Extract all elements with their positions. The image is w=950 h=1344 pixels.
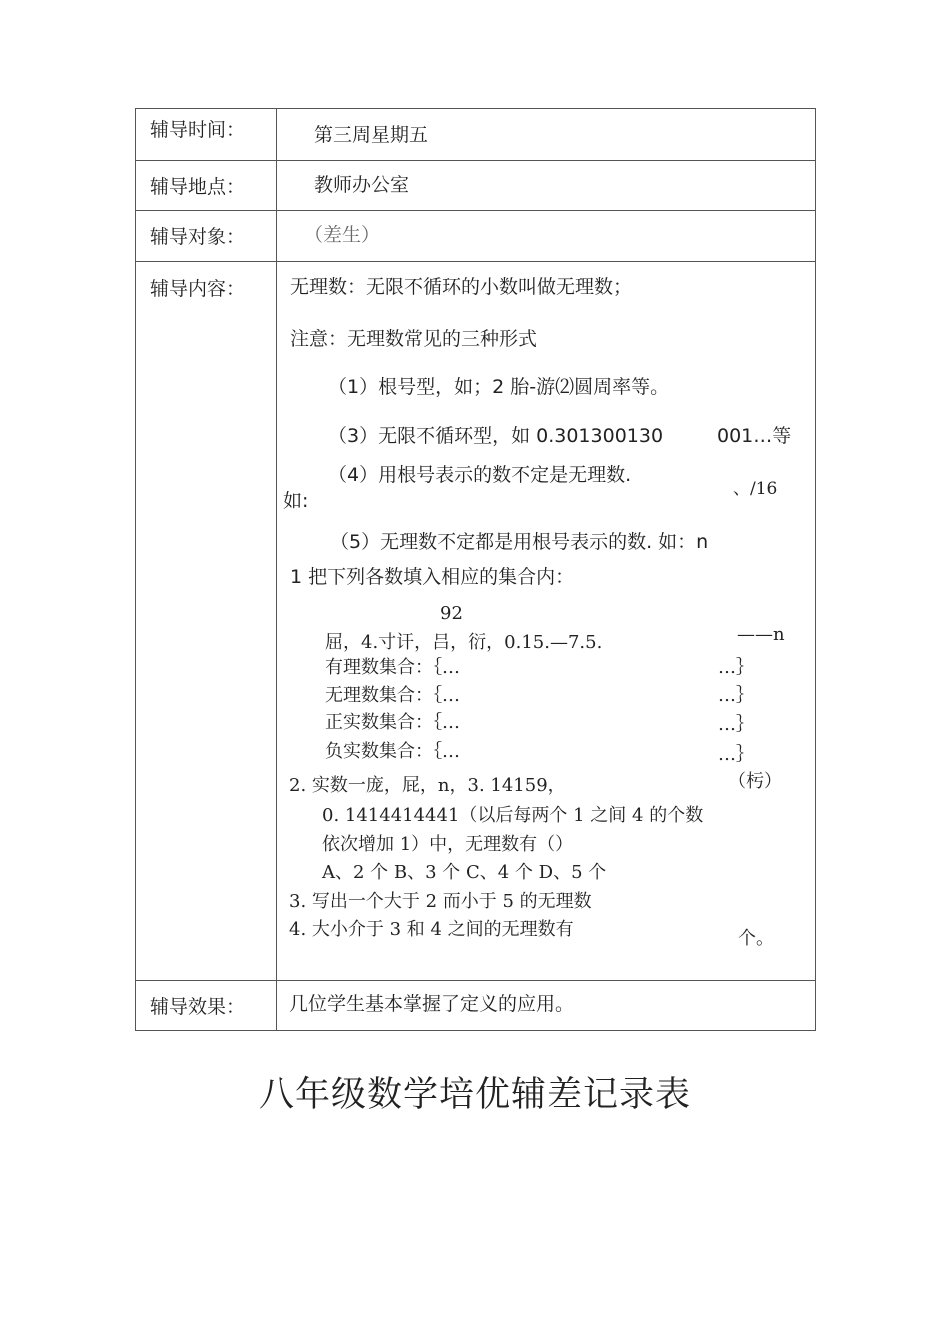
question-4: 4. 大小介于 3 和 4 之间的无理数有 [289,919,574,940]
location-label: 辅导地点： [150,176,246,198]
question-4-end: 个。 [738,928,774,949]
set-irrational: 无理数集合：｛… [325,685,460,706]
content-label: 辅导内容： [150,278,246,300]
target-label: 辅导对象： [150,226,246,248]
set-positive-real: 正实数集合：｛… [325,712,460,733]
question-2: 2. 实数一庞，屁，n，3. 14159， [289,775,566,796]
target-value: （差生） [304,224,381,246]
question-2-options: A、2 个 B、3 个 C、4 个 D、5 个 [322,862,607,883]
page-title: 八年级数学培优辅差记录表 [258,1075,691,1115]
note-heading: 注意：无理数常见的三种形式 [290,328,538,350]
question-2-end: （杇） [728,771,782,792]
row-divider [136,160,815,161]
note-item-4: （4）用根号表示的数不定是无理数. [328,464,632,486]
effect-label: 辅导效果： [150,996,246,1018]
question-1-number: 92 [440,603,463,624]
row-divider [136,210,815,211]
row-divider [136,980,815,981]
note-item-3: （3）无限不循环型，如 0.301300130 [328,425,664,447]
question-1-list: 屈，4.寸讦，吕，衍，0.15.—7.5. [325,632,603,653]
set-rational-end: …｝ [718,657,754,678]
set-positive-real-end: …｝ [718,714,754,735]
location-value: 教师办公室 [314,174,410,196]
note-item-5: （5）无理数不定都是用根号表示的数. 如：n [330,531,709,553]
effect-value: 几位学生基本掌握了定义的应用。 [289,993,575,1015]
column-divider [276,109,277,1030]
set-rational: 有理数集合：｛… [325,657,460,678]
note-item-3-end: 001…等 [717,425,792,447]
note-item-4-example: 、/16 [733,479,778,499]
row-divider [136,261,815,262]
set-negative-real-end: …｝ [718,744,754,765]
question-1-list-end: ——n [737,624,785,645]
time-value: 第三周星期五 [314,124,429,146]
question-1: 1 把下列各数填入相应的集合内： [290,566,575,588]
set-irrational-end: …｝ [718,685,754,706]
question-2-continued-2: 依次增加 1）中，无理数有（） [322,834,574,855]
time-label: 辅导时间： [150,119,246,141]
question-3: 3. 写出一个大于 2 而小于 5 的无理数 [289,891,592,912]
note-item-4-prefix: 如: [283,490,309,512]
note-item-1: （1）根号型，如；2 胎-游⑵圆周率等。 [328,376,670,398]
set-negative-real: 负实数集合：｛… [325,741,460,762]
question-2-continued: 0. 1414414441（以后每两个 1 之间 4 的个数 [322,805,704,826]
definition-text: 无理数：无限不循环的小数叫做无理数； [290,276,633,298]
